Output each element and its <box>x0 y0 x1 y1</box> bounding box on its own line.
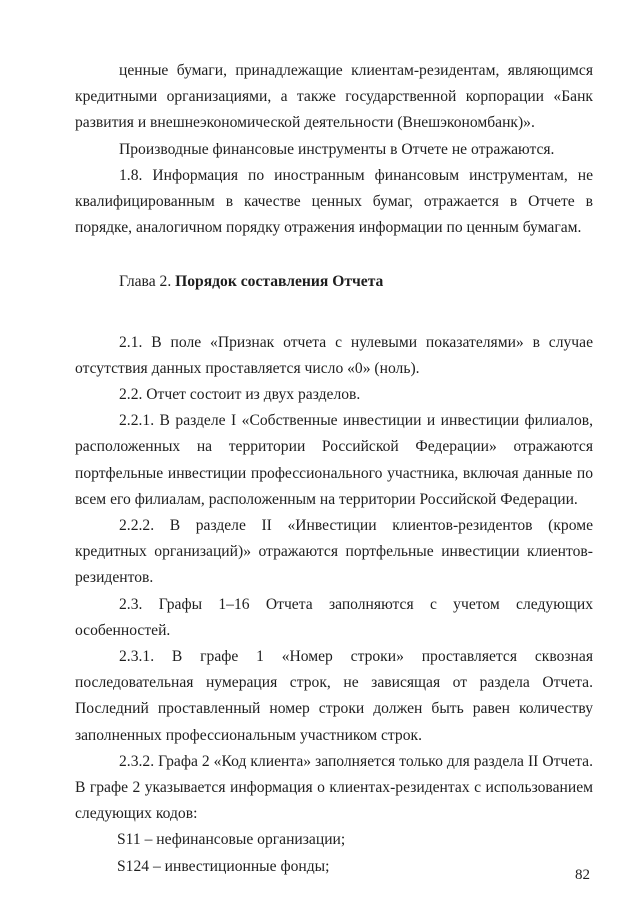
page-number: 82 <box>575 867 590 883</box>
code-s11: S11 – нефинансовые организации; <box>117 831 346 849</box>
paragraph-derivatives: Производные финансовые инструменты в Отчете не отражаются. <box>119 140 555 158</box>
paragraph-2-2: 2.2. Отчет состоит из двух разделов. <box>119 386 361 404</box>
spacer <box>75 241 593 269</box>
paragraph-2-3-2: 2.3.2. Графа 2 «Код клиента» заполняется только для раздела II Отчета. В графе 2 указывается информация о клиентах-резидентах с использованием следующих кодов: <box>75 752 593 823</box>
paragraph-securities: ценные бумаги, принадлежащие клиентам-резидентам, являющимся кредитными организациями, а также государственной корпорации «Банк развития и внешнеэкономической деятельности (Внешэкономбанк)». <box>75 62 593 132</box>
code-s124: S124 – инвестиционные фонды; <box>117 857 330 875</box>
chapter-title: Порядок составления Отчета <box>175 273 384 291</box>
paragraph-2-3-1: 2.3.1. В графе 1 «Номер строки» проставляется сквозная последовательная нумерация строк, не зависящая от раздела Отчета. Последний проставленный номер строки должен быть равен количеству заполненных профессиональным участником строк. <box>75 648 593 744</box>
chapter-heading <box>75 269 593 295</box>
spacer <box>75 296 593 330</box>
paragraph-2-1: 2.1. В поле «Признак отчета с нулевыми показателями» в случае отсутствия данных проставляется число «0» (ноль). <box>75 333 593 377</box>
paragraph-1-8: 1.8. Информация по иностранным финансовым инструментам, не квалифицированным в качестве ценных бумаг, отражается в Отчете в порядке, аналогичном порядку отражения информации по ценным бумагам. <box>75 166 593 237</box>
paragraph-2-3: 2.3. Графы 1–16 Отчета заполняются с учетом следующих особенностей. <box>75 595 593 639</box>
paragraph-2-2-1: 2.2.1. В разделе I «Собственные инвестиции и инвестиции филиалов, расположенных на территории Российской Федерации» отражаются портфельные инвестиции профессионального участника, включая данные по всем его филиалам, расположенным на территории Российской Федерации. <box>75 412 593 508</box>
paragraph-2-2-2: 2.2.2. В разделе II «Инвестиции клиентов-резидентов (кроме кредитных организаций)» отражаются портфельные инвестиции клиентов-резидентов. <box>75 517 593 587</box>
chapter-prefix: Глава 2. <box>119 273 172 291</box>
page-content <box>75 58 593 880</box>
